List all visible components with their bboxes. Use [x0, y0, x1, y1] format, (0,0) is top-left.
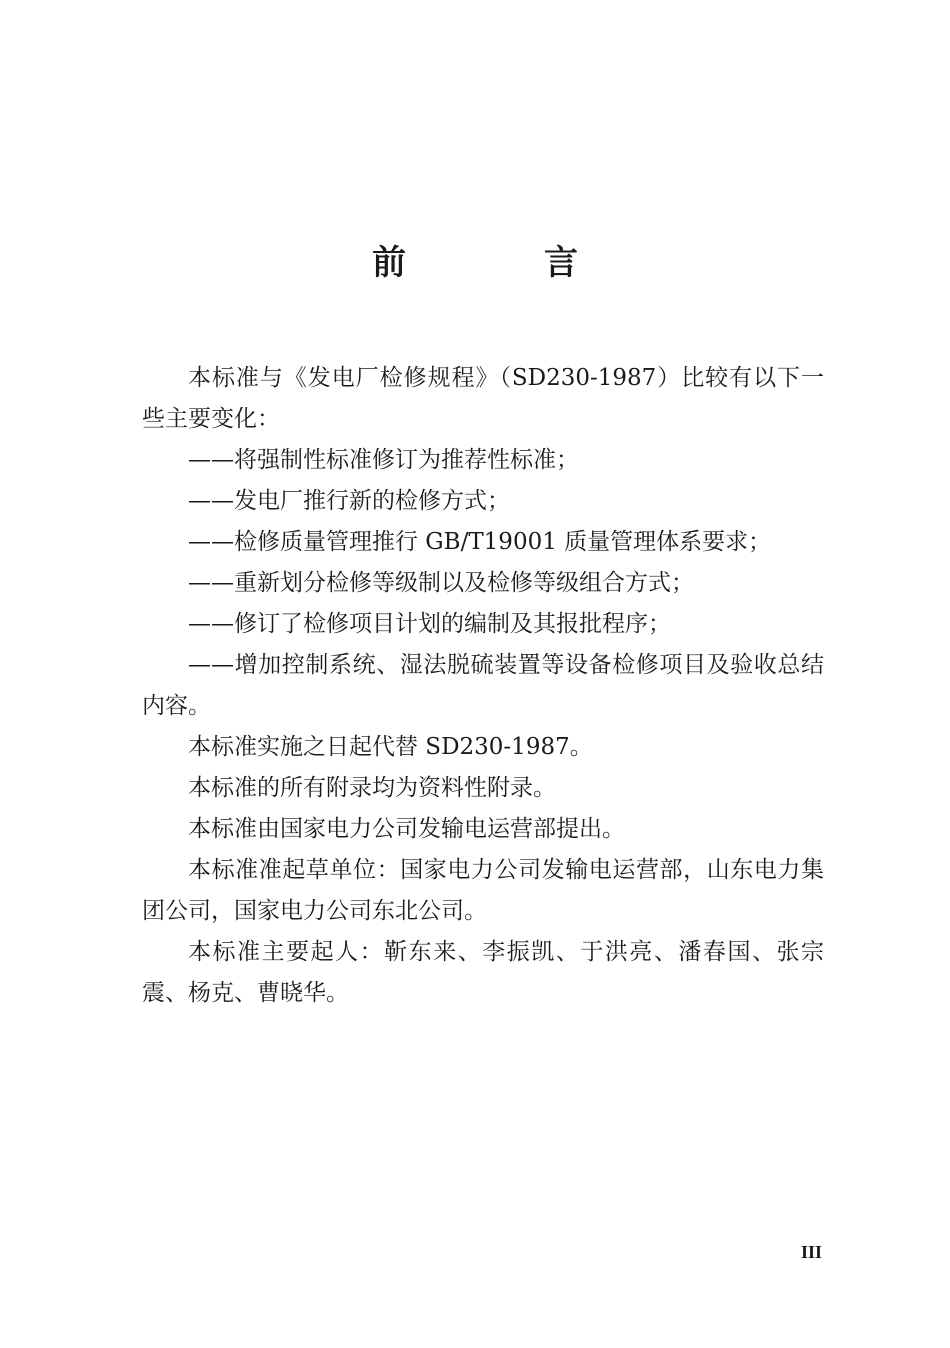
paragraph-change-2: ——发电厂推行新的检修方式；	[188, 488, 510, 514]
page-number: III	[800, 1242, 822, 1262]
paragraph-change-5: ——修订了检修项目计划的编制及其报批程序；	[188, 611, 671, 637]
paragraph-replacement: 本标准实施之日起代替 SD230-1987。	[188, 734, 593, 760]
paragraph-drafting-units: 本标准准起草单位：国家电力公司发输电运营部，山东电力集团公司，国家电力公司东北公司。	[142, 857, 824, 924]
paragraph-change-3: ——检修质量管理推行 GB/T19001 质量管理体系要求；	[188, 529, 772, 555]
paragraph-change-6: ——增加控制系统、湿法脱硫装置等设备检修项目及验收总结内容。	[142, 652, 824, 719]
paragraph-intro: 本标准与《发电厂检修规程》（SD230-1987）比较有以下一些主要变化：	[142, 365, 824, 432]
paragraph-change-4: ——重新划分检修等级制以及检修等级组合方式；	[188, 570, 694, 596]
document-body	[142, 358, 824, 1014]
paragraph-drafters: 本标准主要起人：靳东来、李振凯、于洪亮、潘春国、张宗震、杨克、曹晓华。	[142, 939, 824, 1006]
paragraph-change-1: ——将强制性标准修订为推荐性标准；	[188, 447, 579, 473]
paragraph-appendix: 本标准的所有附录均为资料性附录。	[188, 775, 556, 801]
page-title: 前 言	[372, 243, 630, 283]
paragraph-proposer: 本标准由国家电力公司发输电运营部提出。	[188, 816, 625, 842]
